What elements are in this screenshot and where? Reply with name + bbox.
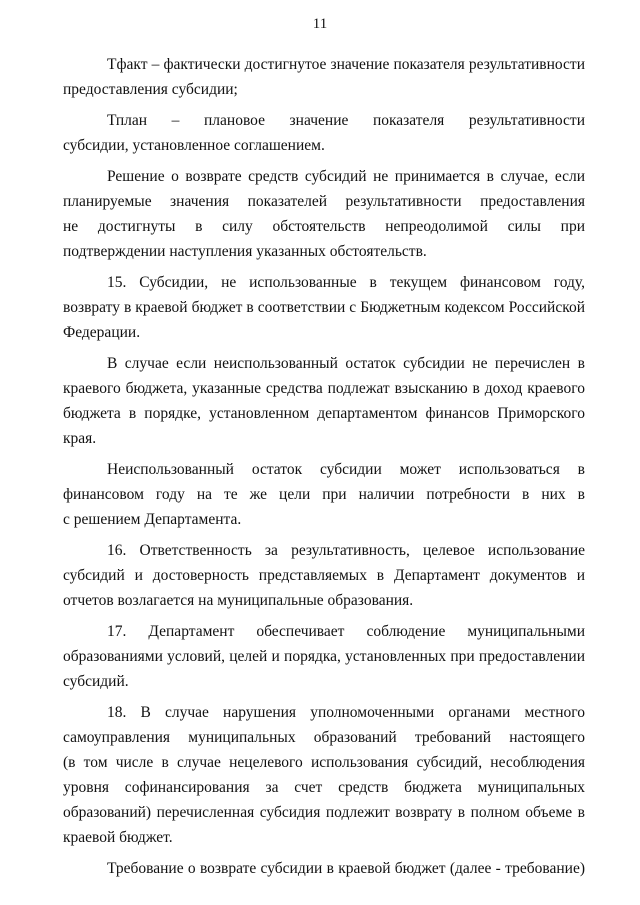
text-line: Требование о возврате субсидии в краевой бюджет (далее - требование) bbox=[107, 860, 585, 877]
text-line: Тплан – плановое значение показателя результативности bbox=[107, 112, 585, 129]
text-line: уровня софинансирования за счет средств бюджета муниципальных bbox=[63, 779, 585, 796]
text-line: 18. В случае нарушения уполномоченными органами местного bbox=[107, 704, 585, 721]
text-line: краевого бюджета, указанные средства подлежат взысканию в доход краевого bbox=[63, 380, 585, 397]
text-line: планируемые значения показателей результативности предоставления bbox=[63, 193, 585, 210]
text-line: бюджета в порядке, установленном департаментом финансов Приморского bbox=[63, 405, 585, 422]
text-line: субсидий и достоверность представляемых в Департамент документов и bbox=[63, 567, 585, 584]
text-line: (в том числе в случае нецелевого использования субсидий, несоблюдения bbox=[63, 754, 585, 771]
text-line: В случае если неиспользованный остаток субсидии не перечислен в bbox=[107, 355, 585, 372]
text-line: с решением Департамента. bbox=[63, 511, 242, 528]
text-line: 17. Департамент обеспечивает соблюдение муниципальными bbox=[107, 623, 585, 640]
text-line: Федерации. bbox=[63, 324, 141, 341]
text-line: образованиями условий, целей и порядка, установленных при предоставлении bbox=[63, 648, 585, 665]
text-line: подтверждении наступления указанных обстоятельств. bbox=[63, 243, 427, 260]
text-line: Решение о возврате средств субсидий не принимается в случае, если bbox=[107, 168, 585, 185]
text-line: образований) перечисленная субсидия подлежит возврату в полном объеме в bbox=[63, 804, 585, 821]
text-line: субсидии, установленное соглашением. bbox=[63, 137, 325, 154]
text-line: 16. Ответственность за результативность, целевое использование bbox=[107, 542, 585, 559]
text-line: возврату в краевой бюджет в соответствии с Бюджетным кодексом Российской bbox=[63, 299, 585, 316]
text-line: субсидий. bbox=[63, 673, 129, 690]
document-body bbox=[63, 52, 585, 881]
text-line: отчетов возлагается на муниципальные образования. bbox=[63, 592, 414, 609]
text-line: финансовом году на те же цели при наличии потребности в них в bbox=[63, 486, 585, 503]
text-line: 15. Субсидии, не использованные в текущем финансовом году, bbox=[107, 274, 585, 291]
text-line: Тфакт – фактически достигнутое значение показателя результативности bbox=[107, 56, 585, 73]
page-number: 11 bbox=[312, 16, 328, 32]
text-line: не достигнуты в силу обстоятельств непреодолимой силы при bbox=[63, 218, 585, 235]
text-line: краевой бюджет. bbox=[63, 829, 173, 846]
text-line: предоставления субсидии; bbox=[63, 81, 238, 98]
text-line: края. bbox=[63, 430, 97, 447]
text-line: самоуправления муниципальных образований требований настоящего bbox=[63, 729, 585, 746]
text-line: Неиспользованный остаток субсидии может использоваться в bbox=[107, 461, 585, 478]
